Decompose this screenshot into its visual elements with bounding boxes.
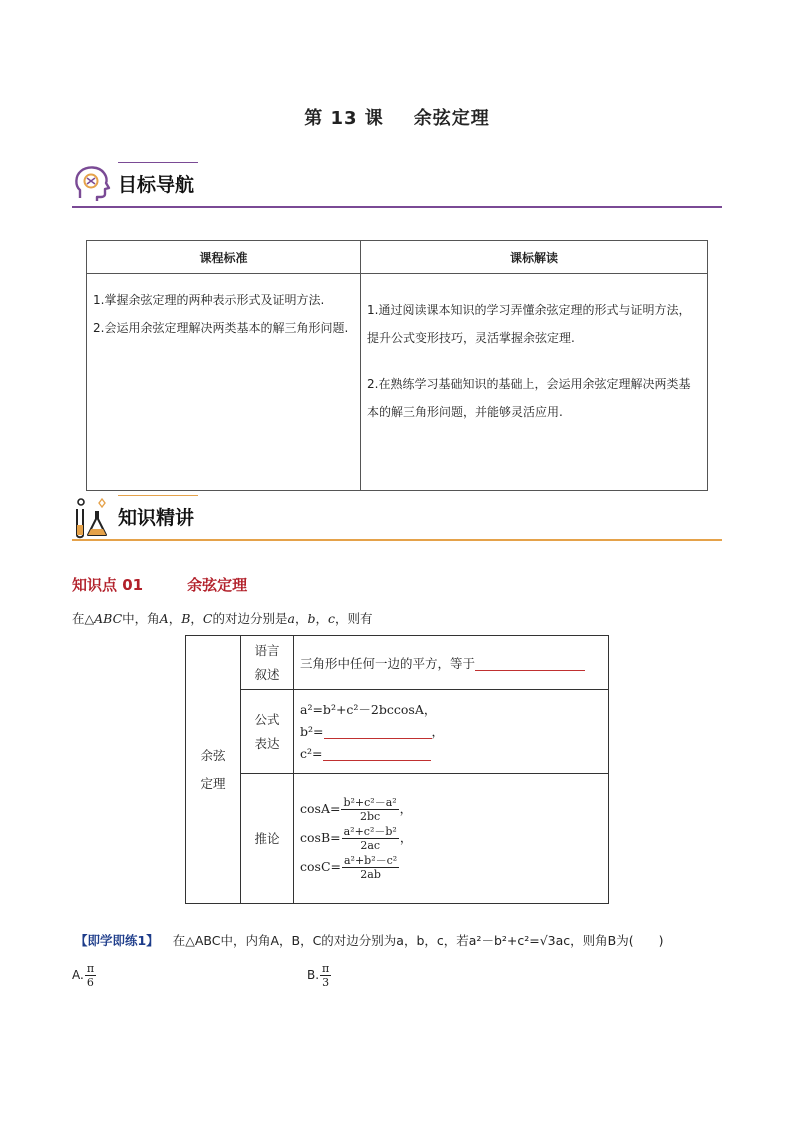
page-title xyxy=(0,104,794,130)
goal-table xyxy=(86,240,708,491)
intro-sentence: 在△ABC中，角A，B，C的对边分别是a，b，c，则有 xyxy=(72,611,373,626)
goal-standard-item: 1.掌握余弦定理的两种表示形式及证明方法. xyxy=(93,293,325,307)
goal-interpretation-cell xyxy=(361,274,708,491)
formula-text xyxy=(294,690,609,774)
exercise-stem: 在△ABC中，内角A，B，C的对边分别为a，b，c，若a²－b²+c²=√3ac，则角B为( ) xyxy=(172,933,664,948)
corollary-formulas xyxy=(294,774,609,904)
section-topline xyxy=(118,495,198,496)
knowledge-point-heading xyxy=(72,574,247,595)
law-main-label: 余弦定理 xyxy=(186,636,241,904)
goal-interpretation-item: 1.通过阅读课本知识的学习弄懂余弦定理的形式与证明方法，提升公式变形技巧，灵活掌握余弦定理. xyxy=(367,303,691,345)
goal-header-standard: 课程标准 xyxy=(87,241,361,274)
section-knowledge-rule xyxy=(72,539,722,541)
exercise-tag: 【即学即练1】 xyxy=(75,933,159,948)
answer-blank xyxy=(323,748,431,761)
section-goals-rule xyxy=(72,206,722,208)
exercise-1 xyxy=(75,931,664,949)
lesson-topic: 余弦定理 xyxy=(413,108,490,129)
lab-flask-icon xyxy=(72,497,112,539)
formula-line: c²= xyxy=(300,743,602,765)
section-goals-label: 目标导航 xyxy=(118,174,195,196)
option-a[interactable]: A. $\frac{\pi}{6}$ xyxy=(72,962,95,989)
language-text: 三角形中任何一边的平方，等于 xyxy=(294,636,609,690)
knowledge-point-name: 余弦定理 xyxy=(187,576,248,594)
option-b[interactable]: B. $\frac{\pi}{3}$ xyxy=(307,962,330,989)
corollary-formula: cosC= $\frac{\text{a²+b²－c²}}{2ab}$ xyxy=(300,854,398,881)
knowledge-point-number: 知识点 01 xyxy=(72,576,144,594)
head-brain-icon xyxy=(72,164,112,204)
formula-line: b²= ， xyxy=(300,723,445,739)
section-goals xyxy=(72,158,722,208)
answer-blank xyxy=(475,658,585,671)
corollary-formula: cosA= $\frac{\text{b²+c²－a²}}{2bc}$ ， xyxy=(300,796,413,823)
corollary-formula: cosB= $\frac{\text{a²+c²－b²}}{2ac}$ ， xyxy=(300,825,413,852)
answer-blank xyxy=(324,726,432,739)
formula-label: 公式表达 xyxy=(241,690,294,774)
section-knowledge-label: 知识精讲 xyxy=(118,507,195,529)
language-label: 语言叙述 xyxy=(241,636,294,690)
lesson-number: 第 13 课 xyxy=(304,108,384,129)
goal-header-interpretation: 课标解读 xyxy=(361,241,708,274)
goal-standard-item: 2.会运用余弦定理解决两类基本的解三角形问题. xyxy=(93,321,349,335)
corollary-label: 推论 xyxy=(241,774,294,904)
goal-interpretation-item: 2.在熟练学习基础知识的基础上，会运用余弦定理解决两类基本的解三角形问题，并能够灵活应用. xyxy=(367,377,691,419)
goal-standards-cell xyxy=(87,274,361,491)
section-knowledge xyxy=(72,491,722,541)
formula-line: a²=b²+c²－2bccosA， xyxy=(300,701,437,717)
section-topline xyxy=(118,162,198,163)
law-of-cosines-table xyxy=(185,635,609,904)
